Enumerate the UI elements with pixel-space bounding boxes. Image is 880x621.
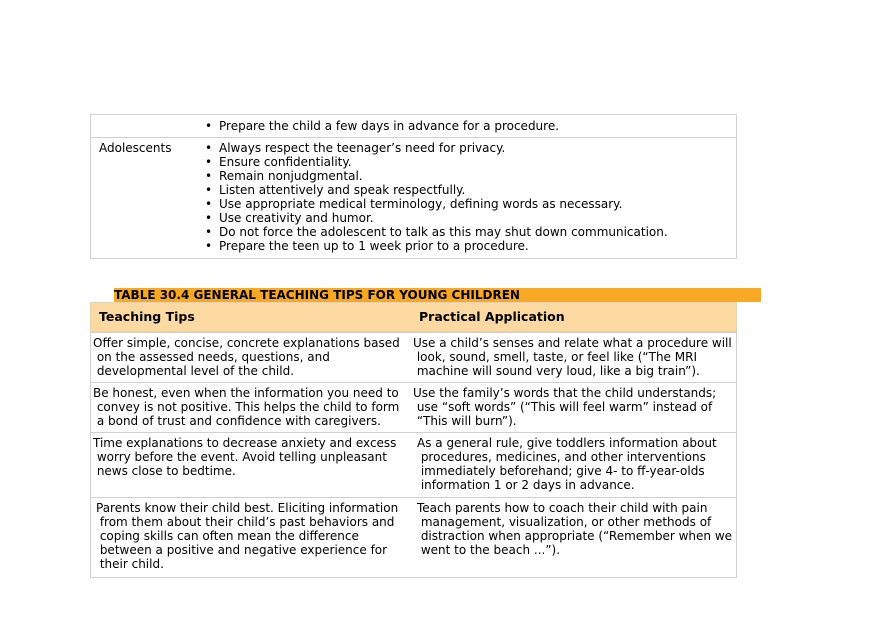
cell-line: As a general rule, give toddlers information about	[417, 436, 717, 450]
adolescents-label: Adolescents	[99, 141, 172, 155]
cell-line: Parents know their child best. Eliciting information	[96, 501, 399, 515]
top-row-1-bullets	[205, 119, 559, 133]
cell-line: procedures, medicines, and other interventions	[417, 450, 706, 464]
cell-line: between a positive and negative experience for	[96, 543, 388, 557]
teaching-tip-cell	[93, 386, 399, 428]
table-row	[90, 332, 737, 383]
teaching-tip-cell	[93, 336, 400, 378]
cell-line: immediately beforehand; give 4- to ff-year-olds	[417, 464, 705, 478]
cell-line: Use a child’s senses and relate what a procedure will	[413, 336, 732, 350]
cell-line: look, sound, smell, taste, or feel like (“The MRI	[413, 350, 697, 364]
bullet-item: • Do not force the adolescent to talk as this may shut down communication.	[205, 225, 668, 239]
header-practical-application: Practical Application	[419, 309, 565, 324]
table-row	[90, 497, 737, 578]
table-title: TABLE 30.4 GENERAL TEACHING TIPS FOR YOUNG CHILDREN	[114, 288, 761, 302]
cell-line: Teach parents how to coach their child with pain	[417, 501, 708, 515]
cell-line: coping skills can often mean the difference	[96, 529, 359, 543]
cell-line: management, visualization, or other methods of	[417, 515, 712, 529]
cell-line: “This will burn”).	[413, 414, 517, 428]
cell-line: their child.	[96, 557, 164, 571]
cell-line: Offer simple, concise, concrete explanations based	[93, 336, 400, 350]
practical-application-cell	[413, 386, 716, 428]
cell-line: developmental level of the child.	[93, 364, 295, 378]
bullet-item: • Ensure confidentiality.	[205, 155, 668, 169]
bullet-item: • Use appropriate medical terminology, defining words as necessary.	[205, 197, 668, 211]
cell-line: machine will sound very loud, like a big train”).	[413, 364, 700, 378]
cell-line: from them about their child’s past behaviors and	[96, 515, 395, 529]
cell-line: use “soft words” (“This will feel warm” instead of	[413, 400, 713, 414]
table-header-row	[90, 302, 737, 332]
cell-line: Use the family’s words that the child understands;	[413, 386, 717, 400]
teaching-tip-cell	[96, 501, 398, 571]
table-row	[90, 382, 737, 433]
bullet-item: • Listen attentively and speak respectfully.	[205, 183, 668, 197]
bullet-item: • Remain nonjudgmental.	[205, 169, 668, 183]
adolescents-bullets	[205, 141, 668, 253]
header-teaching-tips: Teaching Tips	[99, 309, 195, 324]
bullet-item: • Prepare the teen up to 1 week prior to a procedure.	[205, 239, 668, 253]
practical-application-cell	[417, 501, 732, 557]
teaching-tip-cell	[93, 436, 396, 478]
cell-line: a bond of trust and confidence with caregivers.	[93, 414, 381, 428]
table-row	[90, 432, 737, 498]
cell-line: news close to bedtime.	[93, 464, 236, 478]
cell-line: information 1 or 2 days in advance.	[417, 478, 635, 492]
practical-application-cell	[417, 436, 717, 492]
practical-application-cell	[413, 336, 732, 378]
cell-line: convey is not positive. This helps the child to form	[93, 400, 400, 414]
cell-line: on the assessed needs, questions, and	[93, 350, 330, 364]
cell-line: Be honest, even when the information you need to	[93, 386, 399, 400]
bullet-item: • Prepare the child a few days in advance for a procedure.	[205, 119, 559, 133]
cell-line: Time explanations to decrease anxiety and excess	[93, 436, 397, 450]
bullet-item: • Always respect the teenager’s need for privacy.	[205, 141, 668, 155]
bullet-item: • Use creativity and humor.	[205, 211, 668, 225]
cell-line: worry before the event. Avoid telling unpleasant	[93, 450, 387, 464]
cell-line: went to the beach ...”).	[417, 543, 561, 557]
cell-line: distraction when appropriate (“Remember when we	[417, 529, 733, 543]
